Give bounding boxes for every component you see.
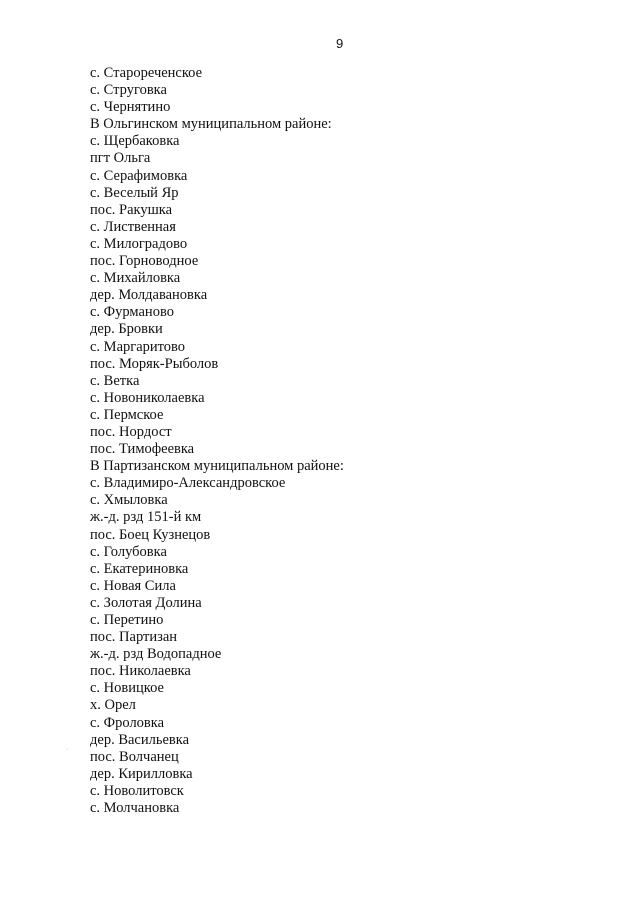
settlement-item: с. Новицкое: [90, 680, 164, 697]
settlement-item: с. Михайловка: [90, 270, 181, 287]
settlement-item: с. Щербаковка: [90, 133, 180, 150]
settlement-item: дер. Васильевка: [90, 731, 190, 748]
settlement-item: с. Екатериновка: [90, 560, 189, 577]
settlement-item: с. Серафимовка: [90, 167, 188, 184]
settlement-item: пос. Волчанец: [90, 748, 179, 765]
district-heading: В Партизанском муниципальном районе:: [90, 458, 344, 475]
settlement-item: с. Перетино: [90, 612, 164, 628]
settlement-item: ж.-д. рзд 151-й км: [90, 509, 202, 526]
settlement-item: пос. Горноводное: [90, 253, 199, 270]
settlement-item: дер. Молдавановка: [90, 287, 208, 304]
settlement-item: с. Новониколаевка: [90, 389, 205, 406]
settlement-item: пгт Ольга: [90, 150, 151, 167]
settlement-list: [90, 65, 590, 817]
settlement-item: х. Орел: [90, 697, 136, 714]
settlement-item: с. Хмыловка: [90, 492, 168, 509]
settlement-item: пос. Партизан: [90, 629, 178, 646]
settlement-item: пос. Боец Кузнецов: [90, 526, 211, 543]
settlement-item: пос. Николаевка: [90, 663, 191, 680]
settlement-item: дер. Кирилловка: [90, 765, 193, 782]
settlement-item: пос. Ракушка: [90, 201, 173, 218]
settlement-item: с. Маргаритово: [90, 338, 186, 355]
settlement-item: с. Золотая Долина: [90, 594, 202, 611]
scan-mark: ·: [66, 746, 69, 753]
settlement-item: дер. Бровки: [90, 321, 163, 338]
settlement-item: с. Молчановка: [90, 800, 180, 817]
settlement-item: с. Чернятино: [90, 99, 171, 116]
settlement-item: пос. Тимофеевка: [90, 441, 195, 458]
settlement-item: с. Старореченское: [90, 65, 203, 81]
settlement-item: с. Новая Сила: [90, 577, 176, 594]
settlement-item: с. Веселый Яр: [90, 184, 179, 201]
settlement-item: с. Фроловка: [90, 714, 165, 731]
district-heading: В Ольгинском муниципальном районе:: [90, 116, 332, 133]
page-number: 9: [336, 36, 344, 51]
settlement-item: с. Фурманово: [90, 304, 174, 321]
settlement-item: с. Пермское: [90, 406, 164, 423]
settlement-item: с. Лиственная: [90, 218, 176, 235]
settlement-item: с. Ветка: [90, 372, 140, 389]
settlement-item: пос. Моряк-Рыболов: [90, 355, 219, 372]
settlement-item: с. Милоградово: [90, 235, 188, 252]
settlement-item: пос. Нордост: [90, 423, 172, 440]
settlement-item: с. Струговка: [90, 82, 167, 99]
settlement-item: ж.-д. рзд Водопадное: [90, 646, 222, 663]
settlement-item: с. Новолитовск: [90, 782, 184, 799]
settlement-item: с. Голубовка: [90, 543, 167, 560]
settlement-item: с. Владимиро-Александровское: [90, 475, 286, 492]
